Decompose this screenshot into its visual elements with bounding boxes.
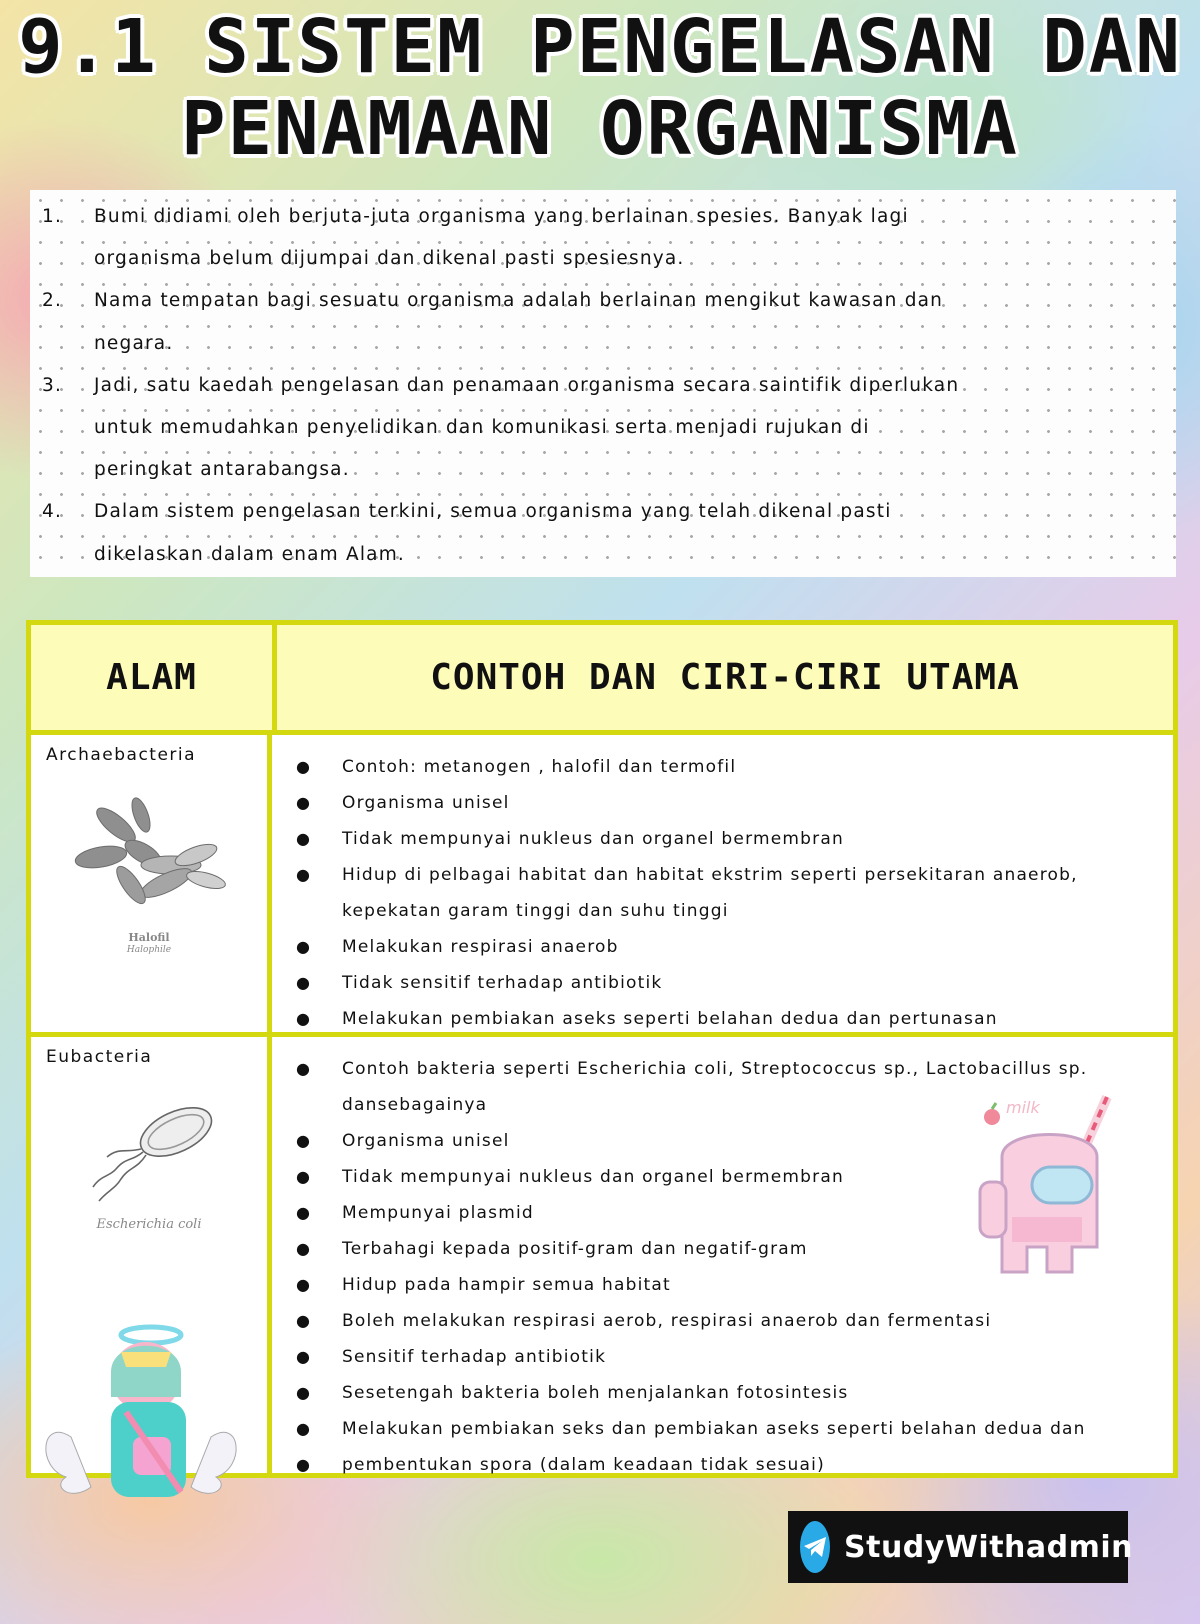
table-row-eubacteria [31, 1037, 1173, 1478]
list-item: ● Melakukan pembiakan aseks seperti belahan dedua dan pertunasan [296, 1009, 998, 1029]
list-item: ● Contoh: metanogen , halofil dan termofil [296, 757, 737, 777]
archaebacteria-points [288, 749, 1163, 1037]
halofil-caption-sub: Halophile [126, 945, 172, 955]
studywithadmin-logo[interactable] [788, 1511, 1134, 1583]
list-item: ● Sesetengah bakteria boleh menjalankan fotosintesis [296, 1383, 849, 1403]
list-item: ● pembentukan spora (dalam keadaan tidak sesuai) [296, 1455, 825, 1475]
list-item: dansebagainya [342, 1095, 488, 1115]
logo-text: StudyWithadmin [844, 1529, 1134, 1565]
svg-text:milk: milk [1006, 1098, 1040, 1117]
note-number: 4. [42, 501, 63, 523]
telegram-icon [800, 1521, 830, 1573]
list-item: ● Hidup pada hampir semua habitat [296, 1275, 671, 1295]
page-title [0, 6, 1200, 170]
note-number: 1. [42, 206, 63, 227]
list-item: ● Melakukan pembiakan seks dan pembiakan aseks seperti belahan dedua dan [296, 1419, 1086, 1439]
list-item: kepekatan garam tinggi dan suhu tinggi [342, 901, 729, 921]
title-line-1: 9.1 SISTEM PENGELASAN DAN [18, 4, 1182, 90]
kingdom-name: Eubacteria [46, 1047, 153, 1067]
list-item: ● Mempunyai plasmid [296, 1203, 534, 1223]
header-ciri: CONTOH DAN CIRI-CIRI UTAMA [430, 657, 1020, 698]
note-line: Nama tempatan bagi sesuatu organisma adalah berlainan mengikut kawasan dan [94, 290, 944, 312]
list-item: ● Tidak mempunyai nukleus dan organel bermembran [296, 1167, 844, 1187]
list-item: ● Organisma unisel [296, 1131, 510, 1151]
list-item: ● Hidup di pelbagai habitat dan habitat ekstrim seperti persekitaran anaerob, [296, 865, 1078, 885]
note-line: negara. [94, 332, 174, 354]
milk-crewmate-sticker [972, 1087, 1132, 1287]
list-item: ● Tidak mempunyai nukleus dan organel bermembran [296, 829, 844, 849]
list-item: ● Organisma unisel [296, 793, 510, 813]
intro-notes [30, 190, 1176, 577]
note-line: Dalam sistem pengelasan terkini, semua organisma yang telah dikenal pasti [94, 501, 892, 523]
halofil-illustration [71, 795, 231, 925]
note-item [42, 196, 1156, 280]
note-line: peringkat antarabangsa. [94, 459, 350, 481]
table-row-archaebacteria [31, 735, 1173, 1037]
ecoli-caption: Escherichia coli [96, 1217, 202, 1232]
note-line: untuk memudahkan penyelidikan dan komunikasi serta menjadi rujukan di [94, 417, 870, 439]
title-line-2: PENAMAAN ORGANISMA [181, 86, 1019, 172]
list-item: ● Sensitif terhadap antibiotik [296, 1347, 607, 1367]
note-line: dikelaskan dalam enam Alam. [94, 543, 406, 565]
note-line: Jadi, satu kaedah pengelasan dan penamaan organisma secara saintifik diperlukan [94, 374, 960, 396]
kingdom-table [26, 620, 1178, 1478]
ecoli-illustration [71, 1097, 231, 1207]
list-item: ● Melakukan respirasi anaerob [296, 937, 619, 957]
header-alam: ALAM [106, 657, 197, 698]
list-item: ● Boleh melakukan respirasi aerob, respirasi anaerob dan fermentasi [296, 1311, 992, 1331]
table-header [31, 625, 1173, 735]
list-item: ● Contoh bakteria seperti Escherichia coli, Streptococcus sp., Lactobacillus sp. [296, 1059, 1088, 1079]
note-number: 3. [42, 374, 63, 396]
note-number: 2. [42, 290, 63, 312]
list-item: ● Terbahagi kepada positif-gram dan negatif-gram [296, 1239, 808, 1259]
note-item [42, 280, 1156, 364]
note-line: organisma belum dijumpai dan dikenal pasti spesiesnya. [94, 248, 685, 270]
halofil-caption: Halofil [128, 931, 170, 944]
note-line: Bumi didiami oleh berjuta-juta organisma yang berlainan spesies. Banyak lagi [94, 206, 909, 227]
note-item [42, 491, 1156, 575]
list-item: ● Tidak sensitif terhadap antibiotik [296, 973, 663, 993]
angel-girl-sticker [41, 1317, 241, 1517]
note-item [42, 365, 1156, 492]
kingdom-name: Archaebacteria [46, 745, 197, 765]
